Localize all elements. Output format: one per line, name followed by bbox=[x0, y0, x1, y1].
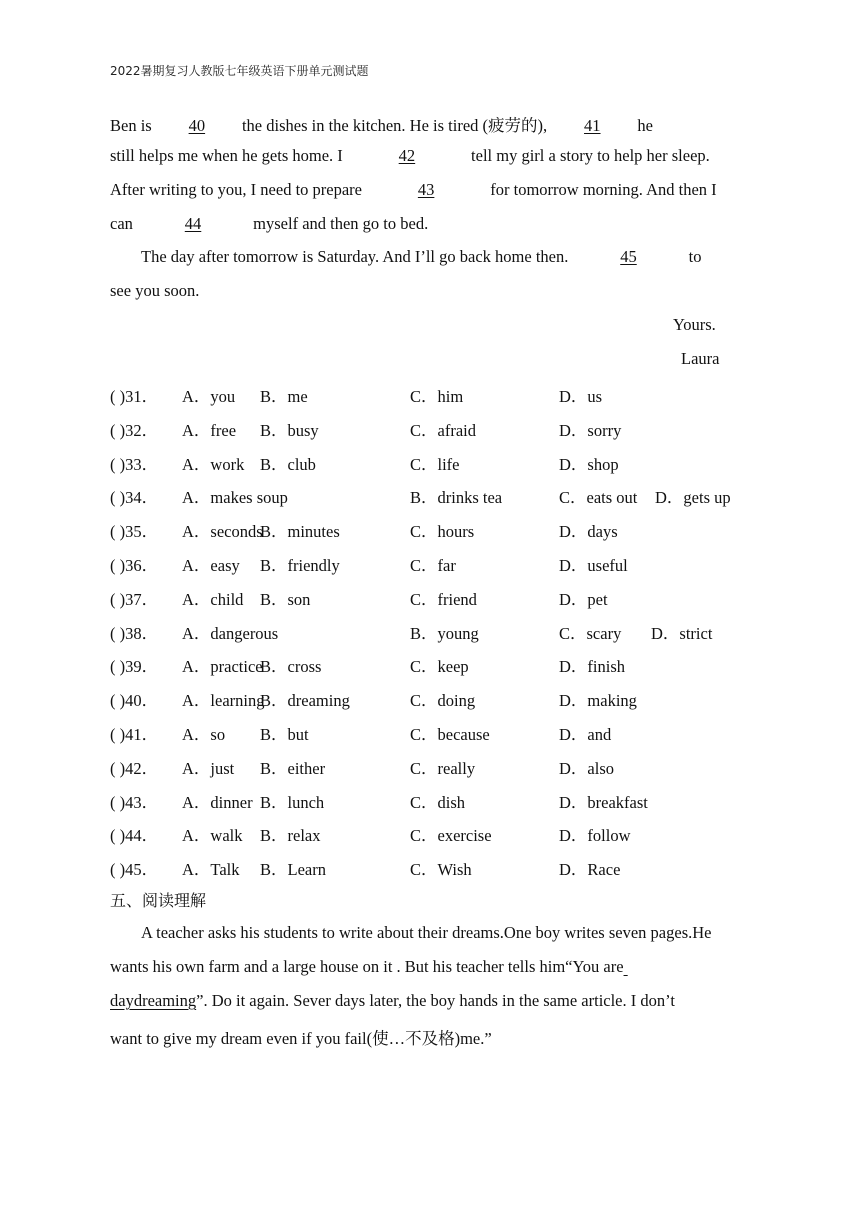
option-d: D．useful bbox=[559, 556, 628, 575]
question-row bbox=[110, 620, 760, 642]
option-b: B．club bbox=[260, 454, 316, 474]
question-number: ( )42． bbox=[110, 758, 159, 778]
option-a: A．child bbox=[182, 589, 244, 609]
option-b: B．me bbox=[260, 387, 308, 406]
option-d: D．follow bbox=[559, 826, 631, 846]
passage-line-5: The day after tomorrow is Saturday. And I’ll go back home then. 45 to bbox=[141, 247, 702, 266]
option-a: A．walk bbox=[182, 826, 243, 846]
option-c: C．friend bbox=[410, 589, 477, 609]
question-row bbox=[110, 789, 760, 811]
option-c: C．because bbox=[410, 725, 490, 744]
question-number: ( )34． bbox=[110, 488, 159, 508]
option-d: D．pet bbox=[559, 589, 608, 609]
question-row bbox=[110, 586, 760, 608]
option-d: D．us bbox=[559, 387, 603, 406]
option-d: D．making bbox=[559, 691, 637, 711]
option-a: A．practice bbox=[182, 657, 263, 677]
option-b: B．son bbox=[260, 589, 311, 609]
option-a: A．makes soup bbox=[182, 488, 288, 508]
option-a: A．just bbox=[182, 758, 235, 778]
blank-41: 41 bbox=[584, 116, 601, 135]
option-a: A．seconds bbox=[182, 522, 263, 542]
option-b: B．friendly bbox=[260, 556, 340, 575]
option-b: B．minutes bbox=[260, 522, 340, 542]
option-d: D．also bbox=[559, 758, 614, 778]
letter-signature: Laura bbox=[681, 349, 720, 368]
option-d: D．breakfast bbox=[559, 792, 648, 812]
reading-line-2: wants his own farm and a large house on it . But his teacher tells him“You are bbox=[110, 957, 624, 976]
blank-45: 45 bbox=[620, 247, 637, 266]
question-number: ( )40． bbox=[110, 691, 159, 711]
option-c: C．Wish bbox=[410, 860, 472, 880]
option-a: A．learning bbox=[182, 691, 265, 711]
page-header: 2022暑期复习人教版七年级英语下册单元测试题 bbox=[110, 64, 369, 78]
question-number: ( )41． bbox=[110, 725, 159, 744]
question-number: ( )43． bbox=[110, 792, 159, 812]
passage-line-3: After writing to you, I need to prepare 43 for tomorrow morning. And then I bbox=[110, 180, 717, 199]
option-c: C．him bbox=[410, 387, 464, 406]
option-c: C．hours bbox=[410, 522, 475, 542]
question-number: ( )36． bbox=[110, 556, 159, 575]
option-a: A．you bbox=[182, 387, 236, 406]
option-b: B．lunch bbox=[260, 792, 325, 812]
question-number: ( )37． bbox=[110, 589, 159, 609]
blank-43: 43 bbox=[417, 180, 435, 199]
option-b: B．but bbox=[260, 725, 309, 744]
option-d: D．days bbox=[559, 522, 618, 542]
question-row bbox=[110, 755, 760, 777]
option-c: C．dish bbox=[410, 792, 466, 812]
option-c: C．really bbox=[410, 758, 476, 778]
option-a: A．work bbox=[182, 454, 245, 474]
question-number: ( )38． bbox=[110, 623, 159, 643]
passage-line-2: still helps me when he gets home. I 42 tell my girl a story to help her sleep. bbox=[110, 146, 710, 165]
option-d: D．finish bbox=[559, 657, 625, 677]
option-c: C．far bbox=[410, 556, 456, 575]
option-c: C．eats out bbox=[559, 488, 638, 508]
option-d: D．and bbox=[559, 725, 612, 744]
letter-closing: Yours. bbox=[673, 315, 716, 334]
question-row bbox=[110, 484, 760, 506]
question-number: ( )35． bbox=[110, 522, 159, 542]
option-c: C．scary bbox=[559, 623, 622, 643]
reading-line-4: want to give my dream even if you fail(使…不及格)me.” bbox=[110, 1029, 492, 1048]
option-a: A．easy bbox=[182, 556, 240, 575]
option-c: C．keep bbox=[410, 657, 469, 677]
reading-line-1: A teacher asks his students to write about their dreams.One boy writes seven pages.He bbox=[141, 923, 712, 942]
question-row bbox=[110, 552, 760, 574]
option-b: B．either bbox=[260, 758, 326, 778]
option-b: B．dreaming bbox=[260, 691, 350, 711]
question-row bbox=[110, 653, 760, 675]
option-b: B．young bbox=[410, 623, 479, 643]
option-c: C．afraid bbox=[410, 420, 476, 440]
question-row bbox=[110, 417, 760, 439]
question-number: ( )45． bbox=[110, 860, 159, 880]
question-row bbox=[110, 822, 760, 844]
question-row bbox=[110, 687, 760, 709]
question-row bbox=[110, 451, 760, 473]
option-d: D．shop bbox=[559, 454, 619, 474]
option-c: C．life bbox=[410, 454, 460, 474]
passage-line-4: can 44 myself and then go to bed. bbox=[110, 214, 429, 233]
option-a: A．dangerous bbox=[182, 623, 279, 643]
option-b: B．drinks tea bbox=[410, 488, 503, 508]
option-d: D．Race bbox=[559, 860, 621, 880]
passage-line-6: see you soon. bbox=[110, 281, 200, 300]
question-number: ( )39． bbox=[110, 657, 159, 677]
question-number: ( )32． bbox=[110, 420, 159, 440]
underlined-word: daydreaming bbox=[110, 991, 197, 1010]
option-b: B．cross bbox=[260, 657, 322, 677]
option-b: B．relax bbox=[260, 826, 321, 846]
option-d: D．sorry bbox=[559, 420, 622, 440]
blank-44: 44 bbox=[184, 214, 202, 233]
option-c: C．doing bbox=[410, 691, 476, 711]
question-number: ( )44． bbox=[110, 826, 159, 846]
blank-42: 42 bbox=[398, 146, 416, 165]
question-row bbox=[110, 721, 760, 743]
question-row bbox=[110, 518, 760, 540]
question-row bbox=[110, 856, 760, 878]
passage-line-1: Ben is 40 the dishes in the kitchen. He is tired (疲劳的), 41 he bbox=[110, 116, 653, 135]
reading-line-3: daydreaming”. Do it again. Sever days later, the boy hands in the same article. I don’t bbox=[110, 991, 675, 1010]
question-row bbox=[110, 383, 760, 405]
section-title: 五、阅读理解 bbox=[110, 891, 207, 910]
option-d: D．strict bbox=[651, 623, 713, 643]
option-d: D．gets up bbox=[655, 488, 731, 508]
option-a: A．dinner bbox=[182, 792, 253, 812]
option-a: A．Talk bbox=[182, 860, 240, 880]
option-a: A．free bbox=[182, 420, 237, 440]
option-b: B．Learn bbox=[260, 860, 326, 880]
question-number: ( )31． bbox=[110, 387, 159, 406]
option-c: C．exercise bbox=[410, 826, 492, 846]
blank-40: 40 bbox=[188, 116, 206, 135]
option-a: A．so bbox=[182, 725, 226, 744]
question-number: ( )33． bbox=[110, 454, 159, 474]
option-b: B．busy bbox=[260, 420, 319, 440]
